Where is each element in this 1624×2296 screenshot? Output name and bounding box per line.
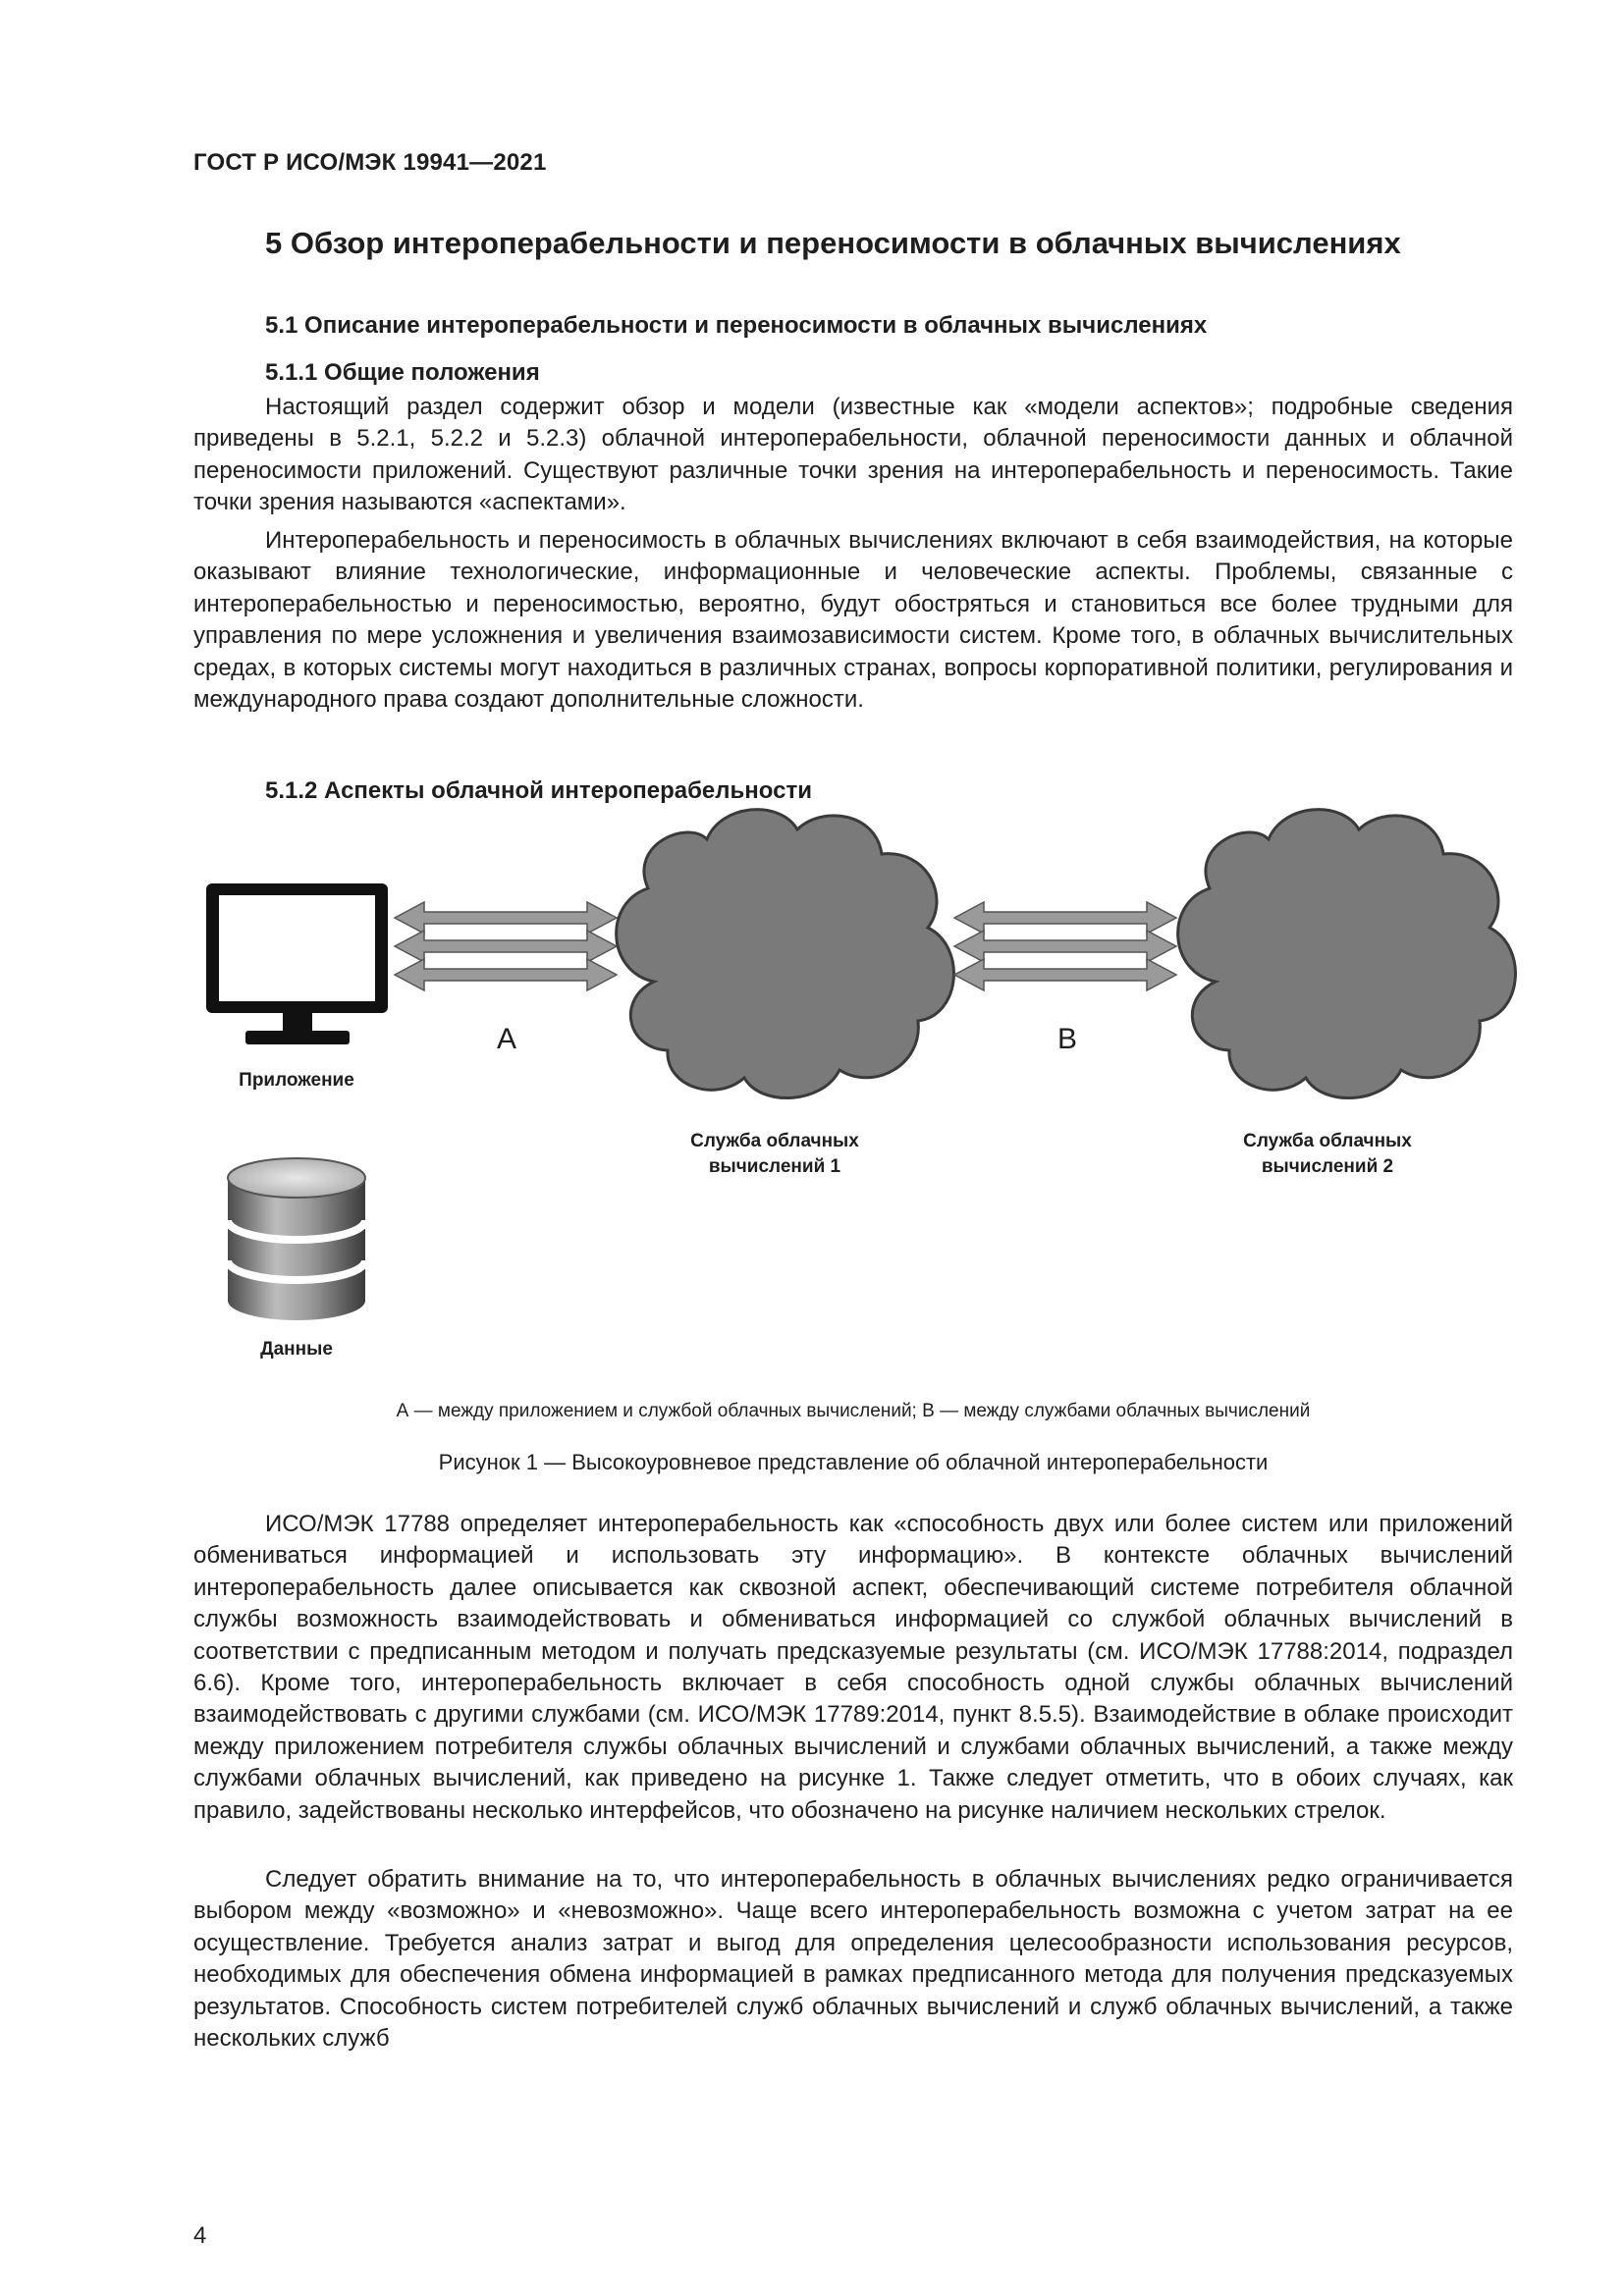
document-header: ГОСТ Р ИСО/МЭК 19941—2021 (193, 149, 547, 176)
paragraph-interactions: Интероперабельность и переносимость в облачных вычислениях включают в себя взаимодействия, на которые оказывают влияние технологические, информационные и человеческие аспекты. Проблемы, связанные с интероперабельностью и переносимостью, вероятно, будут обостряться и становиться все более трудными для управления по мере усложнения и увеличения взаимозависимости систем. Кроме того, в облачных вычислительных средах, в которых системы могут находиться в различных странах, вопросы корпоративной политики, регулирования и международного права создают дополнительные сложности. (193, 527, 1513, 714)
arrow-b-1 (954, 902, 1176, 934)
arrow-a-1 (395, 902, 617, 934)
cloud-icon-1 (617, 810, 954, 1098)
data-label: Данные (260, 1339, 333, 1360)
cloud2-label-line2: вычислений 2 (1261, 1156, 1394, 1177)
cloud1-label-line1: Служба облачных (690, 1131, 859, 1151)
arrow-b-label: B (1056, 1023, 1078, 1055)
paragraph-costs: Следует обратить внимание на то, что интероперабельность в облачных вычислениях редко ограничивается выбором между «возможно» и «невозможно». Чаще всего интероперабельность возможна с учетом затрат на ее осуществление. Требуется анализ затрат и выгод для определения целесообразности использования ресурсов, необходимых для обеспечения обмена информацией в рамках предписанного метода для получения предсказуемых результатов. Способность систем потребителей служб облачных вычислений и служб облачных вычислений, а также нескольких служб (193, 1866, 1513, 2053)
paragraph-overview: Настоящий раздел содержит обзор и модели (известные как «модели аспектов»; подробные сведения приведены в 5.2.1, 5.2.2 и 5.2.3) облачной интероперабельности, облачной переносимости данных и облачной переносимости приложений. Существуют различные точки зрения на интероперабельность и переносимость. Такие точки зрения называются «аспектами». (193, 394, 1513, 516)
cloud-icon-2 (1178, 810, 1516, 1098)
paragraph-definition: ИСО/МЭК 17788 определяет интероперабельность как «способность двух или более систем или приложений обмениваться информацией и использовать эту информацию». В контексте облачных вычислений интероперабельность далее описывается как сквозной аспект, обеспечивающий системе потребителя облачной службы возможность взаимодействовать и обмениваться информацией со службой облачных вычислений в соответствии с предписанным методом и получать предсказуемые результаты (см. ИСО/МЭК 17788:2014, подраздел 6.6). Кроме того, интероперабельность включает в себя способность одной службы облачных вычислений взаимодействовать с другими службами (см. ИСО/МЭК 17789:2014, пункт 8.5.5). Взаимодействие в облаке происходит между приложением потребителя службы облачных вычислений и службами облачных вычислений, а также между службами облачных вычислений, как приведено на рисунке 1. Также следует отметить, что в обоих случаях, как правило, задействованы несколько интерфейсов, что обозначено на рисунке наличием нескольких стрелок. (193, 1511, 1513, 1824)
section-title: 5 Обзор интероперабельности и переносимости в облачных вычислениях (265, 226, 1401, 260)
figure-caption: Рисунок 1 — Высокоуровневое представление об облачной интероперабельности (438, 1450, 1269, 1474)
arrow-b-3 (954, 959, 1176, 990)
arrows-a (395, 902, 617, 990)
interoperability-figure (0, 805, 1624, 1394)
arrow-a-label: A (496, 1023, 517, 1055)
arrow-a-2 (395, 931, 617, 962)
cloud2-label-line1: Служба облачных (1243, 1131, 1412, 1151)
arrow-b-2 (954, 931, 1176, 962)
arrow-a-3 (395, 959, 617, 990)
subsection-title: 5.1 Описание интероперабельности и переносимости в облачных вычислениях (265, 312, 1208, 339)
application-label: Приложение (239, 1070, 354, 1091)
clause-title-aspects: 5.1.2 Аспекты облачной интероперабельности (265, 777, 812, 804)
figure-legend: А — между приложением и службой облачных вычислений; В — между службами облачных вычислений (396, 1401, 1311, 1421)
cloud1-label-line2: вычислений 1 (708, 1156, 841, 1177)
monitor-icon (206, 883, 388, 1044)
arrows-b (954, 902, 1176, 990)
page-number: 4 (193, 2222, 207, 2249)
clause-title-general: 5.1.1 Общие положения (265, 359, 540, 386)
database-icon (228, 1158, 365, 1320)
